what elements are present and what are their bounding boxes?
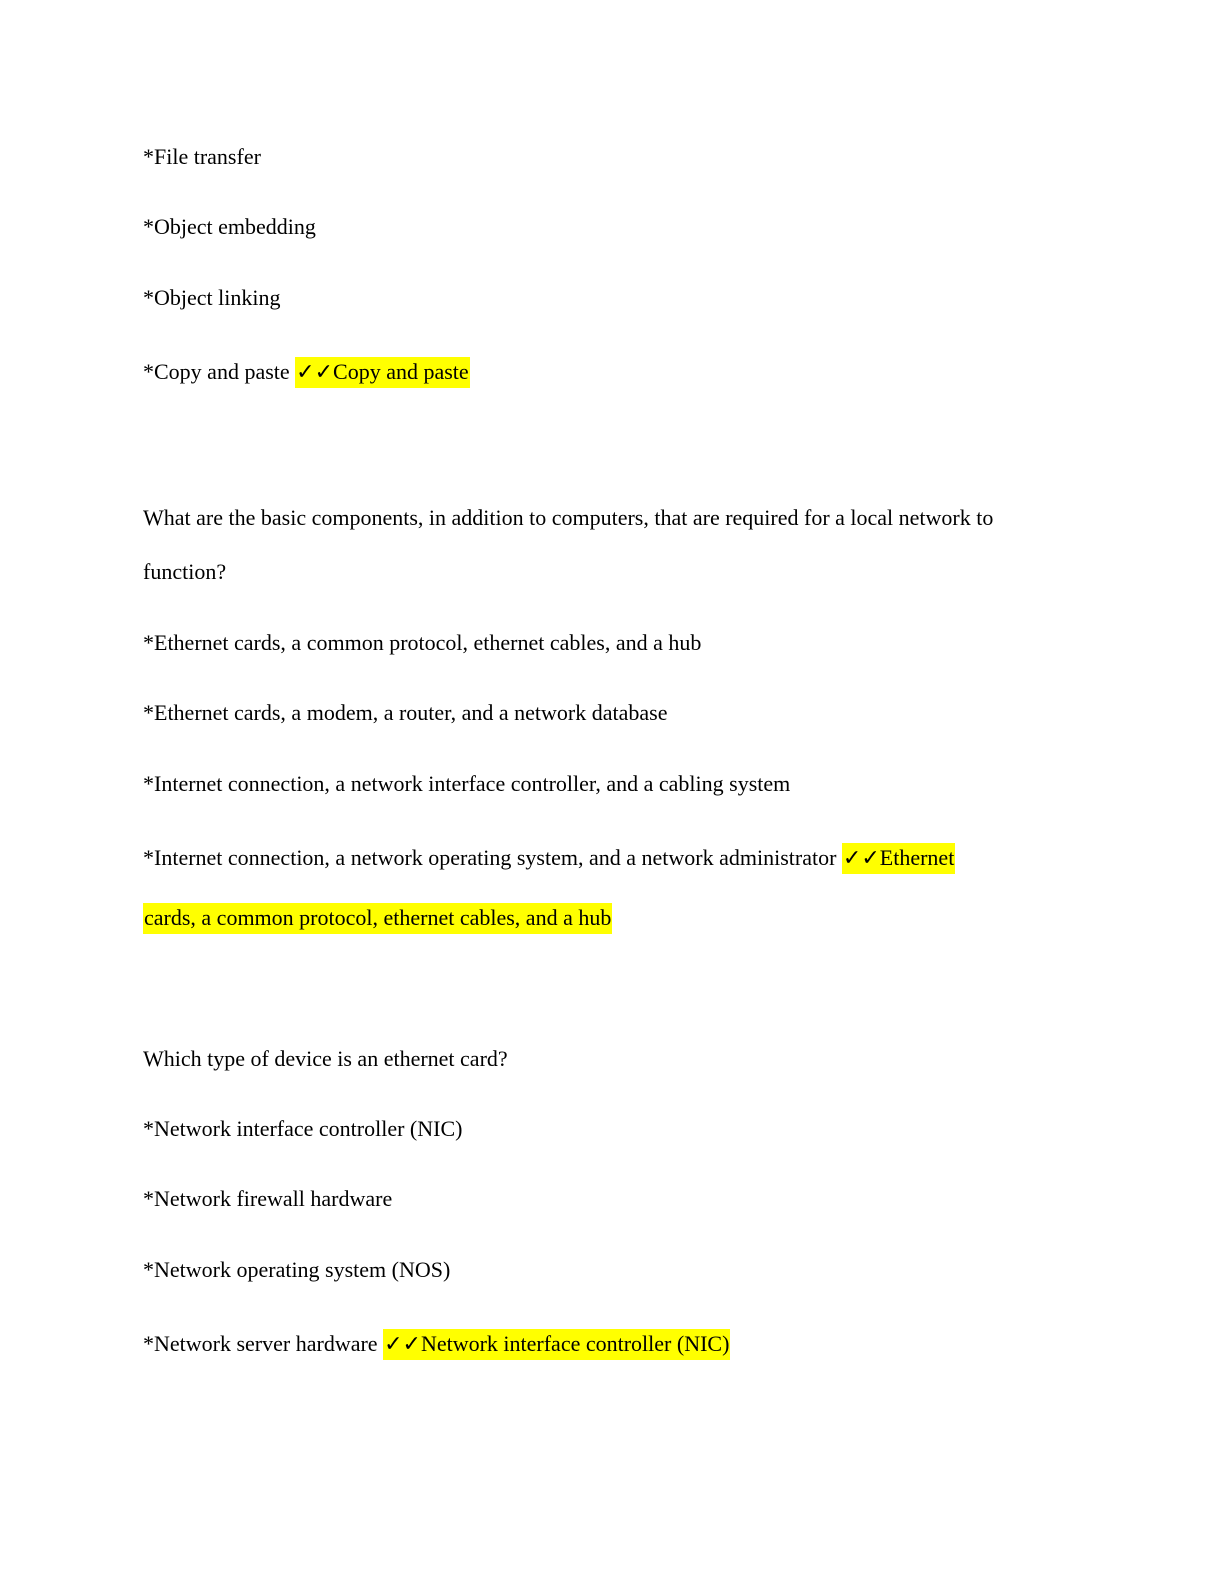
q2-option-d-line	[143, 1331, 730, 1358]
q2-option-a: *Network interface controller (NIC)	[143, 1116, 463, 1141]
answer-text: Network interface controller (NIC)	[420, 1331, 730, 1356]
double-check-icon: ✓✓	[384, 1332, 421, 1357]
option-file-transfer: *File transfer	[143, 144, 261, 169]
q2-option-d: *Network server hardware	[143, 1331, 378, 1356]
option-copy-and-paste-line	[143, 359, 470, 386]
q1-option-d-line	[143, 845, 955, 872]
question-1-line-2: function?	[143, 559, 227, 584]
answer-highlight	[842, 843, 955, 874]
answer-highlight	[383, 1329, 730, 1360]
q2-option-c: *Network operating system (NOS)	[143, 1257, 451, 1282]
answer-highlight	[295, 357, 470, 388]
answer-text-part-1: Ethernet	[879, 845, 955, 870]
question-1-line-1: What are the basic components, in addition to computers, that are required for a local network to	[143, 505, 994, 530]
q1-option-d: *Internet connection, a network operating system, and a network administrator	[143, 845, 837, 870]
double-check-icon: ✓✓	[842, 846, 880, 871]
answer-text: Copy and paste	[333, 359, 469, 384]
q2-option-b: *Network firewall hardware	[143, 1186, 393, 1211]
option-object-linking: *Object linking	[143, 285, 281, 310]
q1-option-c: *Internet connection, a network interface controller, and a cabling system	[143, 771, 791, 796]
option-copy-and-paste: *Copy and paste	[143, 359, 290, 384]
q1-answer-line-2	[143, 905, 612, 931]
double-check-icon: ✓✓	[296, 360, 334, 385]
option-object-embedding: *Object embedding	[143, 214, 316, 239]
answer-text-part-2: cards, a common protocol, ethernet cables, and a hub	[143, 903, 612, 934]
question-2: Which type of device is an ethernet card?	[143, 1046, 508, 1071]
q1-option-a: *Ethernet cards, a common protocol, ethernet cables, and a hub	[143, 630, 702, 655]
q1-option-b: *Ethernet cards, a modem, a router, and a network database	[143, 700, 668, 725]
